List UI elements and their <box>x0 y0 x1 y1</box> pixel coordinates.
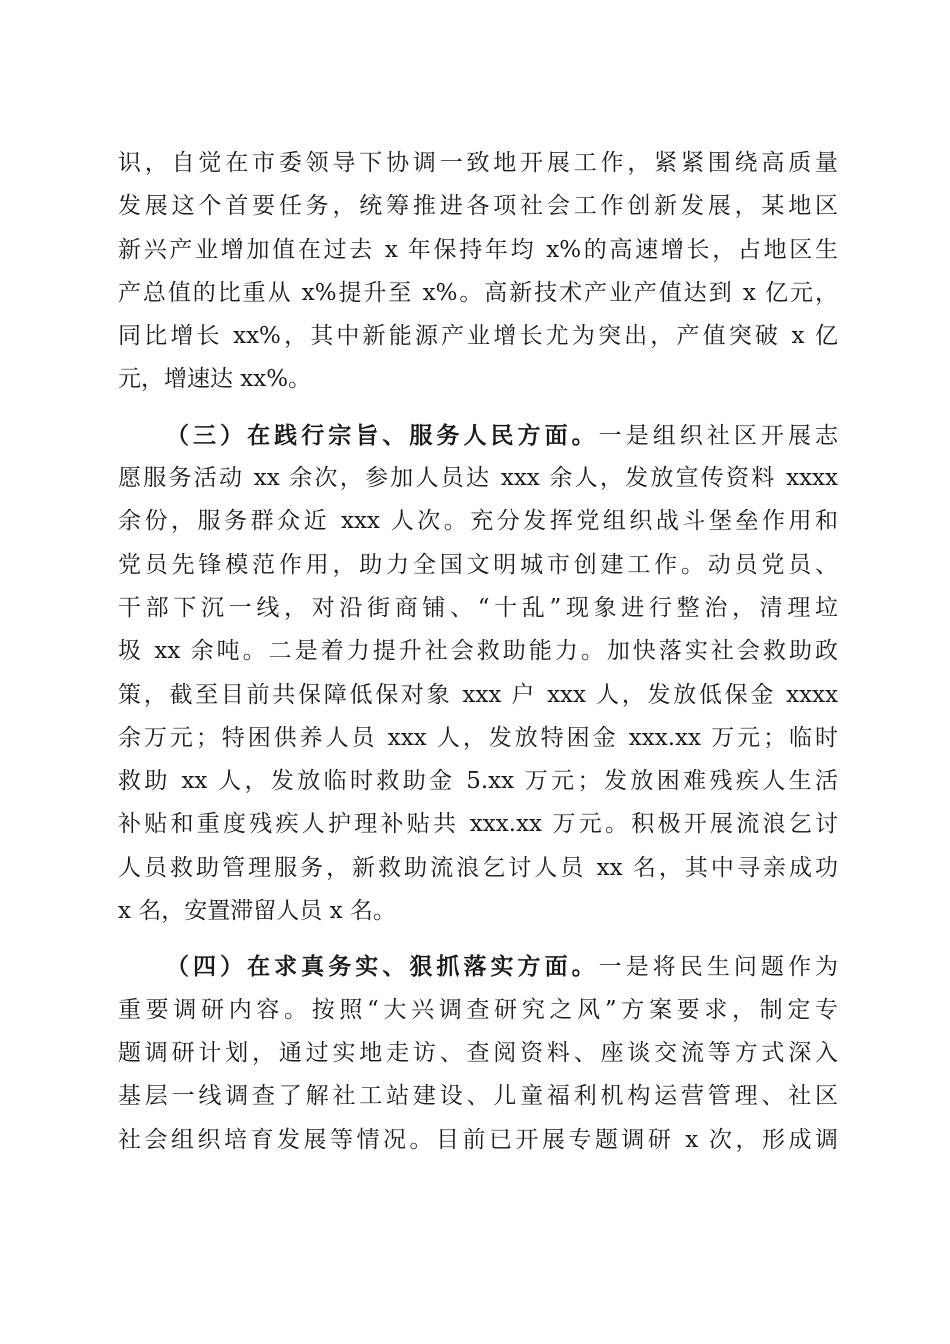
section-heading: （三）在践行宗旨、服务人民方面。 <box>166 421 599 449</box>
paragraph-line: 补贴和重度残疾人护理补贴共 xxx.xx 万元。积极开展流浪乞讨 <box>118 811 838 838</box>
paragraph-1 <box>118 142 838 402</box>
paragraph-text: 一是将民生问题作为 <box>598 954 839 981</box>
section-heading: （四）在求真务实、狠抓落实方面。 <box>166 953 599 981</box>
paragraph-first-line <box>118 945 838 988</box>
paragraph-line: 余份，服务群众近 xxx 人次。充分发挥党组织战斗堡垒作用和 <box>118 508 838 535</box>
paragraph-line: 产总值的比重从 x%提升至 x%。高新技术产业产值达到 x 亿元， <box>118 279 838 306</box>
paragraph-line: 策，截至目前共保障低保对象 xxx 户 xxx 人，发放低保金 xxxx <box>118 681 838 708</box>
paragraph-line: 干部下沉一线，对沿街商铺、“十乱”现象进行整治，清理垃 <box>118 594 838 621</box>
paragraph-line: 新兴产业增加值在过去 x 年保持年均 x%的高速增长，占地区生 <box>118 236 838 263</box>
paragraph-line: 题调研计划，通过实地走访、查阅资料、座谈交流等方式深入 <box>118 1039 838 1066</box>
paragraph-line: 发展这个首要任务，统筹推进各项社会工作创新发展，某地区 <box>118 193 838 220</box>
paragraph-2 <box>118 414 838 934</box>
paragraph-text: 一是组织社区开展志 <box>598 422 839 449</box>
paragraph-line: 愿服务活动 xx 余次，参加人员达 xxx 余人，发放宣传资料 xxxx <box>118 465 838 492</box>
paragraph-line: 人员救助管理服务，新救助流浪乞讨人员 xx 名，其中寻亲成功 <box>118 854 838 881</box>
paragraph-line: 社会组织培育发展等情况。目前已开展专题调研 x 次，形成调 <box>118 1126 838 1153</box>
paragraph-3 <box>118 945 838 1161</box>
paragraph-line: 识，自觉在市委领导下协调一致地开展工作，紧紧围绕高质量 <box>118 150 838 176</box>
paragraph-line: 党员先锋模范作用，助力全国文明城市创建工作。动员党员、 <box>118 551 838 578</box>
paragraph-line: 余万元；特困供养人员 xxx 人，发放特困金 xxx.xx 万元；临时 <box>118 724 838 751</box>
paragraph-line: x 名，安置滞留人员 x 名。 <box>118 898 396 925</box>
paragraph-line: 元，增速达 xx%。 <box>118 366 312 393</box>
paragraph-line: 救助 xx 人，发放临时救助金 5.xx 万元；发放困难残疾人生活 <box>118 768 838 795</box>
paragraph-line: 同比增长 xx%，其中新能源产业增长尤为突出，产值突破 x 亿 <box>118 323 838 350</box>
paragraph-first-line <box>118 414 838 457</box>
paragraph-line: 圾 xx 余吨。二是着力提升社会救助能力。加快落实社会救助政 <box>118 638 838 665</box>
paragraph-line: 基层一线调查了解社工站建设、儿童福利机构运营管理、社区 <box>118 1083 838 1110</box>
document-body <box>118 142 838 1162</box>
paragraph-line: 重要调研内容。按照“大兴调查研究之风”方案要求，制定专 <box>118 996 838 1023</box>
